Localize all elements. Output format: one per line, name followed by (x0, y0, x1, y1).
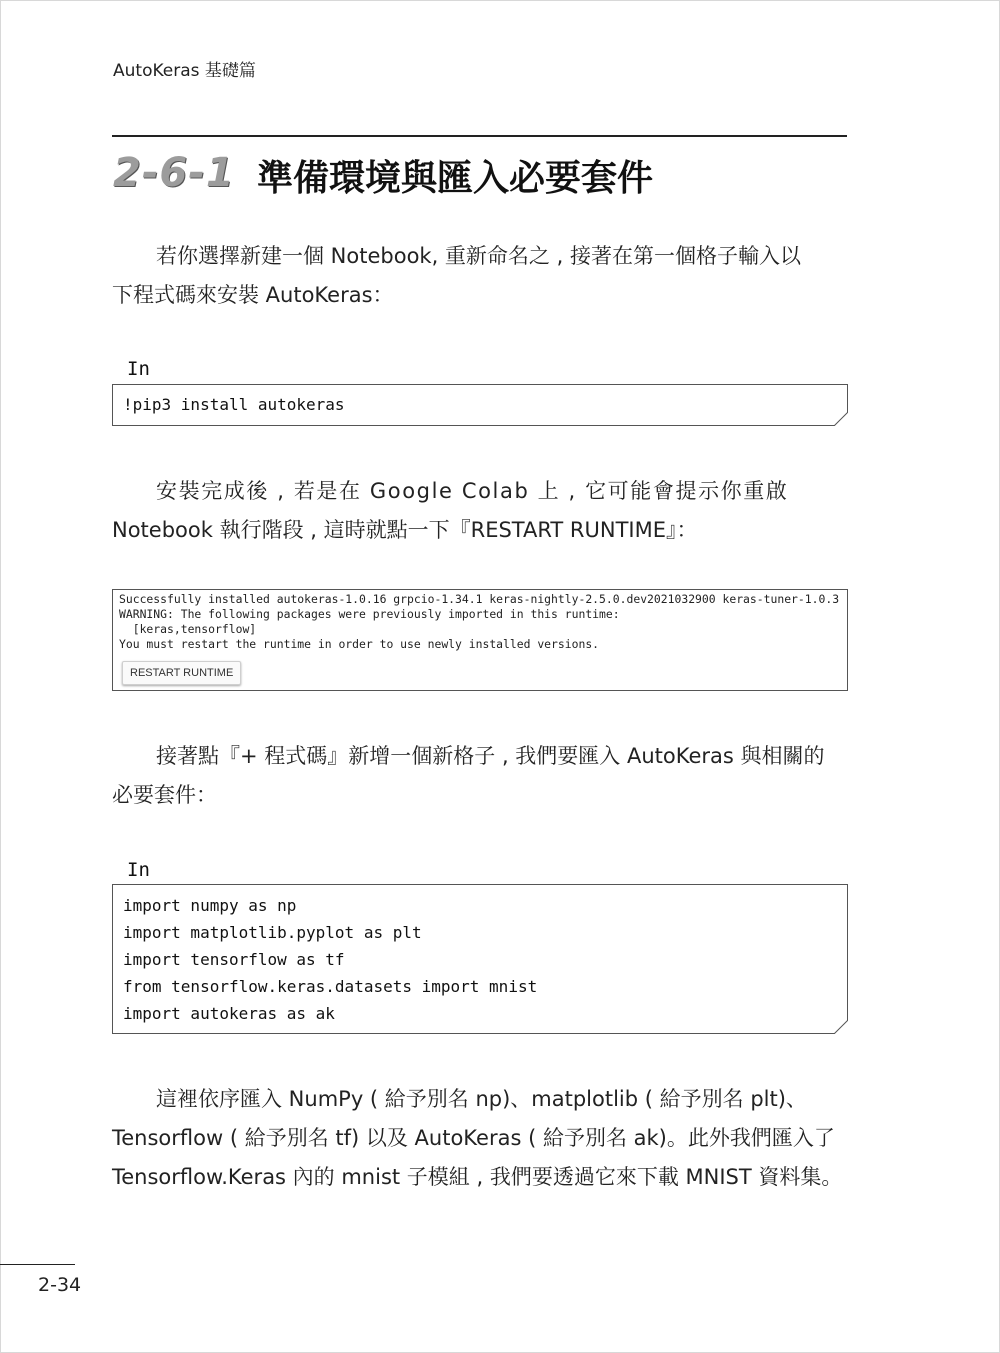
restart-runtime-button[interactable]: RESTART RUNTIME (122, 661, 241, 685)
paragraph-line: Tensorflow.Keras 內的 mnist 子模組 , 我們要透過它來下載 MNIST 資料集。 (112, 1165, 843, 1189)
code-line: import numpy as np (123, 896, 297, 915)
paragraph-line: 若你選擇新建一個 Notebook, 重新命名之 , 接著在第一個格子輸入以 (156, 244, 801, 268)
running-head: AutoKeras 基礎篇 (113, 61, 256, 81)
paragraph-line: Notebook 執行階段 , 這時就點一下『RESTART RUNTIME』： (112, 518, 698, 542)
paragraph-line: 下程式碼來安裝 AutoKeras： (112, 283, 394, 307)
paragraph-explanation (112, 1080, 847, 1197)
output-line: Successfully installed autokeras-1.0.16 grpcio-1.34.1 keras-nightly-2.5.0.dev2021032900 keras-tuner-1.0.3 (119, 592, 840, 606)
output-screenshot (112, 589, 848, 691)
page-number: 2-34 (38, 1274, 82, 1296)
code-line: from tensorflow.keras.datasets import mnist (123, 977, 538, 996)
paragraph-restart (112, 472, 847, 550)
cell-in-label: In (127, 358, 150, 380)
code-cell-imports (112, 884, 848, 1034)
code-line: !pip3 install autokeras (123, 395, 345, 414)
output-line: WARNING: The following packages were previously imported in this runtime: (119, 607, 620, 621)
paragraph-line: 安裝完成後 , 若是在 Google Colab 上 , 它可能會提示你重啟 (156, 479, 789, 503)
paragraph-line: 接著點『+ 程式碼』新增一個新格子 , 我們要匯入 AutoKeras 與相關的 (156, 744, 825, 768)
cell-in-label: In (127, 859, 150, 881)
footer-rule (0, 1264, 75, 1265)
output-line: You must restart the runtime in order to use newly installed versions. (119, 637, 600, 651)
section-title: 準備環境與匯入必要套件 (257, 158, 654, 199)
code-cell-install (112, 384, 848, 426)
paragraph-intro (112, 237, 847, 315)
code-line: import matplotlib.pyplot as plt (123, 923, 422, 942)
paragraph-import-intro (112, 737, 847, 815)
code-line: import autokeras as ak (123, 1004, 335, 1023)
code-line: import tensorflow as tf (123, 950, 345, 969)
paragraph-line: Tensorflow ( 給予別名 tf) 以及 AutoKeras ( 給予別名 ak)。此外我們匯入了 (112, 1126, 835, 1150)
title-rule (112, 135, 847, 137)
page-fold-icon (834, 412, 848, 426)
paragraph-line: 必要套件： (112, 783, 217, 807)
page-fold-icon (834, 1020, 848, 1034)
paragraph-line: 這裡依序匯入 NumPy ( 給予別名 np)、matplotlib ( 給予別名 plt)、 (156, 1087, 807, 1111)
section-number: 2-6-1 (113, 150, 235, 196)
output-line: [keras,tensorflow] (119, 622, 257, 636)
